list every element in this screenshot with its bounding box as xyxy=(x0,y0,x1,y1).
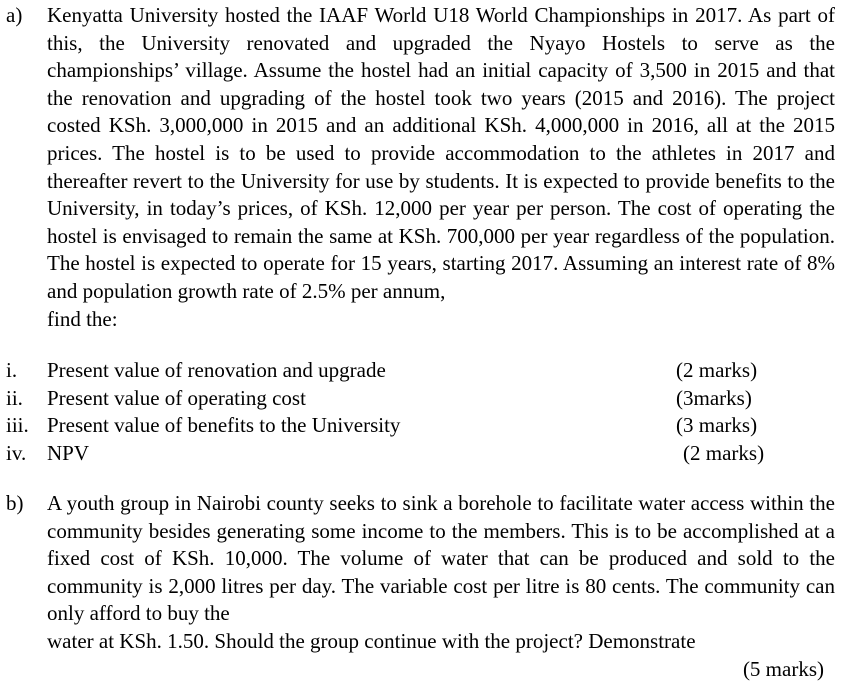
subitem-number: iv. xyxy=(6,440,27,465)
subitem-marks: (2 marks) xyxy=(676,358,758,382)
question-a xyxy=(0,2,835,333)
question-a-text xyxy=(47,2,835,333)
subitem-marks: (3marks) xyxy=(676,385,752,410)
question-b-label: b) xyxy=(6,491,24,515)
question-b-body: A youth group in Nairobi county seeks to sink a borehole to facilitate water access within the community besides generating some income to the members. This is to be accomplished at a fixed cost of KSh. 10,000. The volume of water that can be produced and sold to the community is 2,000 litres per day. The variable cost per litre is 80 cents. The community can only afford to buy the xyxy=(47,491,835,626)
subitem-iii xyxy=(0,412,857,440)
question-a-body-end: find the: xyxy=(47,306,118,331)
subitem-ii xyxy=(0,385,857,413)
subitem-marks: (2 marks) xyxy=(683,440,765,465)
subitem-text: Present value of renovation and upgrade xyxy=(47,358,386,382)
subitem-marks: (3 marks) xyxy=(676,413,758,438)
question-b xyxy=(0,490,835,656)
subitem-text: Present value of benefits to the University xyxy=(47,413,401,438)
question-b-marks: (5 marks) xyxy=(742,657,824,681)
subitem-iv xyxy=(0,440,857,468)
question-b-body-end: water at KSh. 1.50. Should the group continue with the project? Demonstrate xyxy=(47,628,696,653)
subitem-text: NPV xyxy=(47,440,90,465)
subitem-i xyxy=(0,357,857,385)
question-a-label: a) xyxy=(6,3,23,27)
question-a-body: Kenyatta University hosted the IAAF World U18 World Championships in 2017. As part of this, the University renovated and upgraded the Nyayo Hostels to serve as the championships’ village. Assume the hostel had an initial capacity of 3,500 in 2015 and that the renovation and upgrading of the hostel took two years (2015 and 2016). The project costed KSh. 3,000,000 in 2015 and an additional KSh. 4,000,000 in 2016, all at the 2015 prices. The hostel is to be used to provide accommodation to the athletes in 2017 and thereafter revert to the University for use by students. It is expected to provide benefits to the University, in today’s prices, of KSh. 12,000 per year per person. The cost of operating the hostel is envisaged to remain the same at KSh. 700,000 per year regardless of the population. The hostel is expected to operate for 15 years, starting 2017. Assuming an interest rate of 8% and population growth rate of 2.5% per annum, xyxy=(47,3,835,303)
question-b-text xyxy=(47,490,835,656)
question-a-subitems xyxy=(0,357,857,467)
subitem-number: iii. xyxy=(6,413,29,438)
subitem-number: i. xyxy=(6,358,18,382)
subitem-text: Present value of operating cost xyxy=(47,385,306,410)
subitem-number: ii. xyxy=(6,385,23,410)
